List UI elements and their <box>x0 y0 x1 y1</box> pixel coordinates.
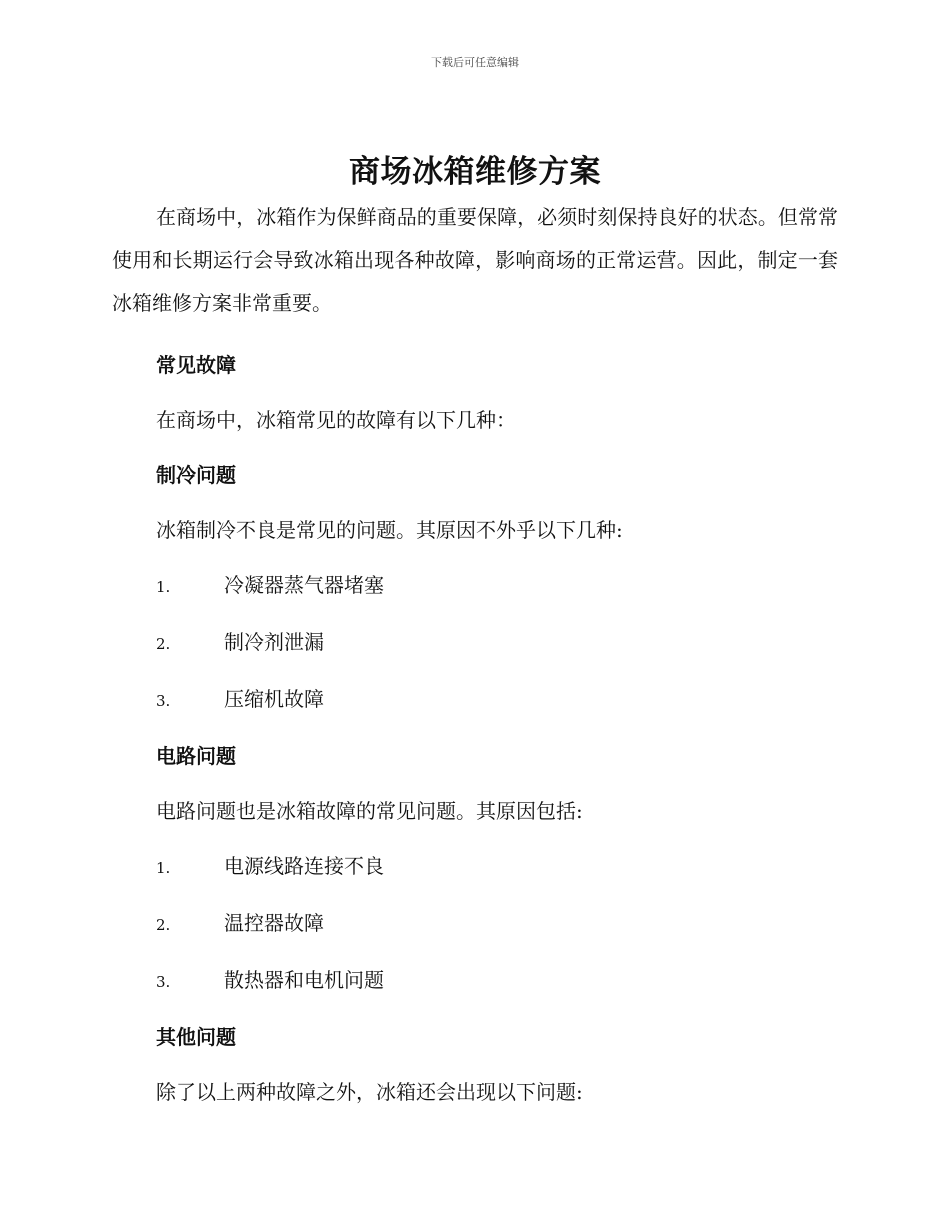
section-cooling-issues <box>112 448 838 729</box>
list-item <box>112 672 838 729</box>
list-item <box>112 896 838 953</box>
document-body <box>112 148 838 1120</box>
list-text: 冷凝器蒸气器堵塞 <box>224 573 384 597</box>
list-number: 2. <box>156 635 171 653</box>
list-number: 1. <box>156 859 171 877</box>
section-text: 电路问题也是冰箱故障的常见问题。其原因包括: <box>156 799 583 823</box>
list-text: 制冷剂泄漏 <box>224 630 324 654</box>
list-text: 温控器故障 <box>224 911 324 935</box>
section-common-faults <box>112 338 838 448</box>
section-heading: 其他问题 <box>156 1025 236 1049</box>
list-text: 散热器和电机问题 <box>224 968 384 992</box>
section-text: 在商场中，冰箱常见的故障有以下几种： <box>156 408 516 432</box>
list-text: 压缩机故障 <box>224 687 324 711</box>
list-number: 1. <box>156 578 171 596</box>
document-title: 商场冰箱维修方案 <box>349 154 601 190</box>
section-circuit-issues <box>112 729 838 1010</box>
spacer <box>112 325 838 338</box>
list-item <box>112 953 838 1010</box>
list-text: 电源线路连接不良 <box>224 854 384 878</box>
intro-paragraph: 在商场中，冰箱作为保鲜商品的重要保障，必须时刻保持良好的状态。但常常使用和长期运行会导致冰箱出现各种故障，影响商场的正常运营。因此，制定一套冰箱维修方案非常重要。 <box>112 205 838 315</box>
list-number: 2. <box>156 916 171 934</box>
list-number: 3. <box>156 973 171 991</box>
section-text: 除了以上两种故障之外，冰箱还会出现以下问题: <box>156 1080 583 1104</box>
page-header: 下载后可任意编辑 <box>431 56 519 69</box>
list-item <box>112 839 838 896</box>
section-heading: 常见故障 <box>156 353 236 377</box>
list-item <box>112 615 838 672</box>
section-heading: 制冷问题 <box>156 463 236 487</box>
section-text: 冰箱制冷不良是常见的问题。其原因不外乎以下几种: <box>156 518 623 542</box>
section-heading: 电路问题 <box>156 744 236 768</box>
list-number: 3. <box>156 692 171 710</box>
list-item <box>112 558 838 615</box>
section-other-issues <box>112 1010 838 1120</box>
